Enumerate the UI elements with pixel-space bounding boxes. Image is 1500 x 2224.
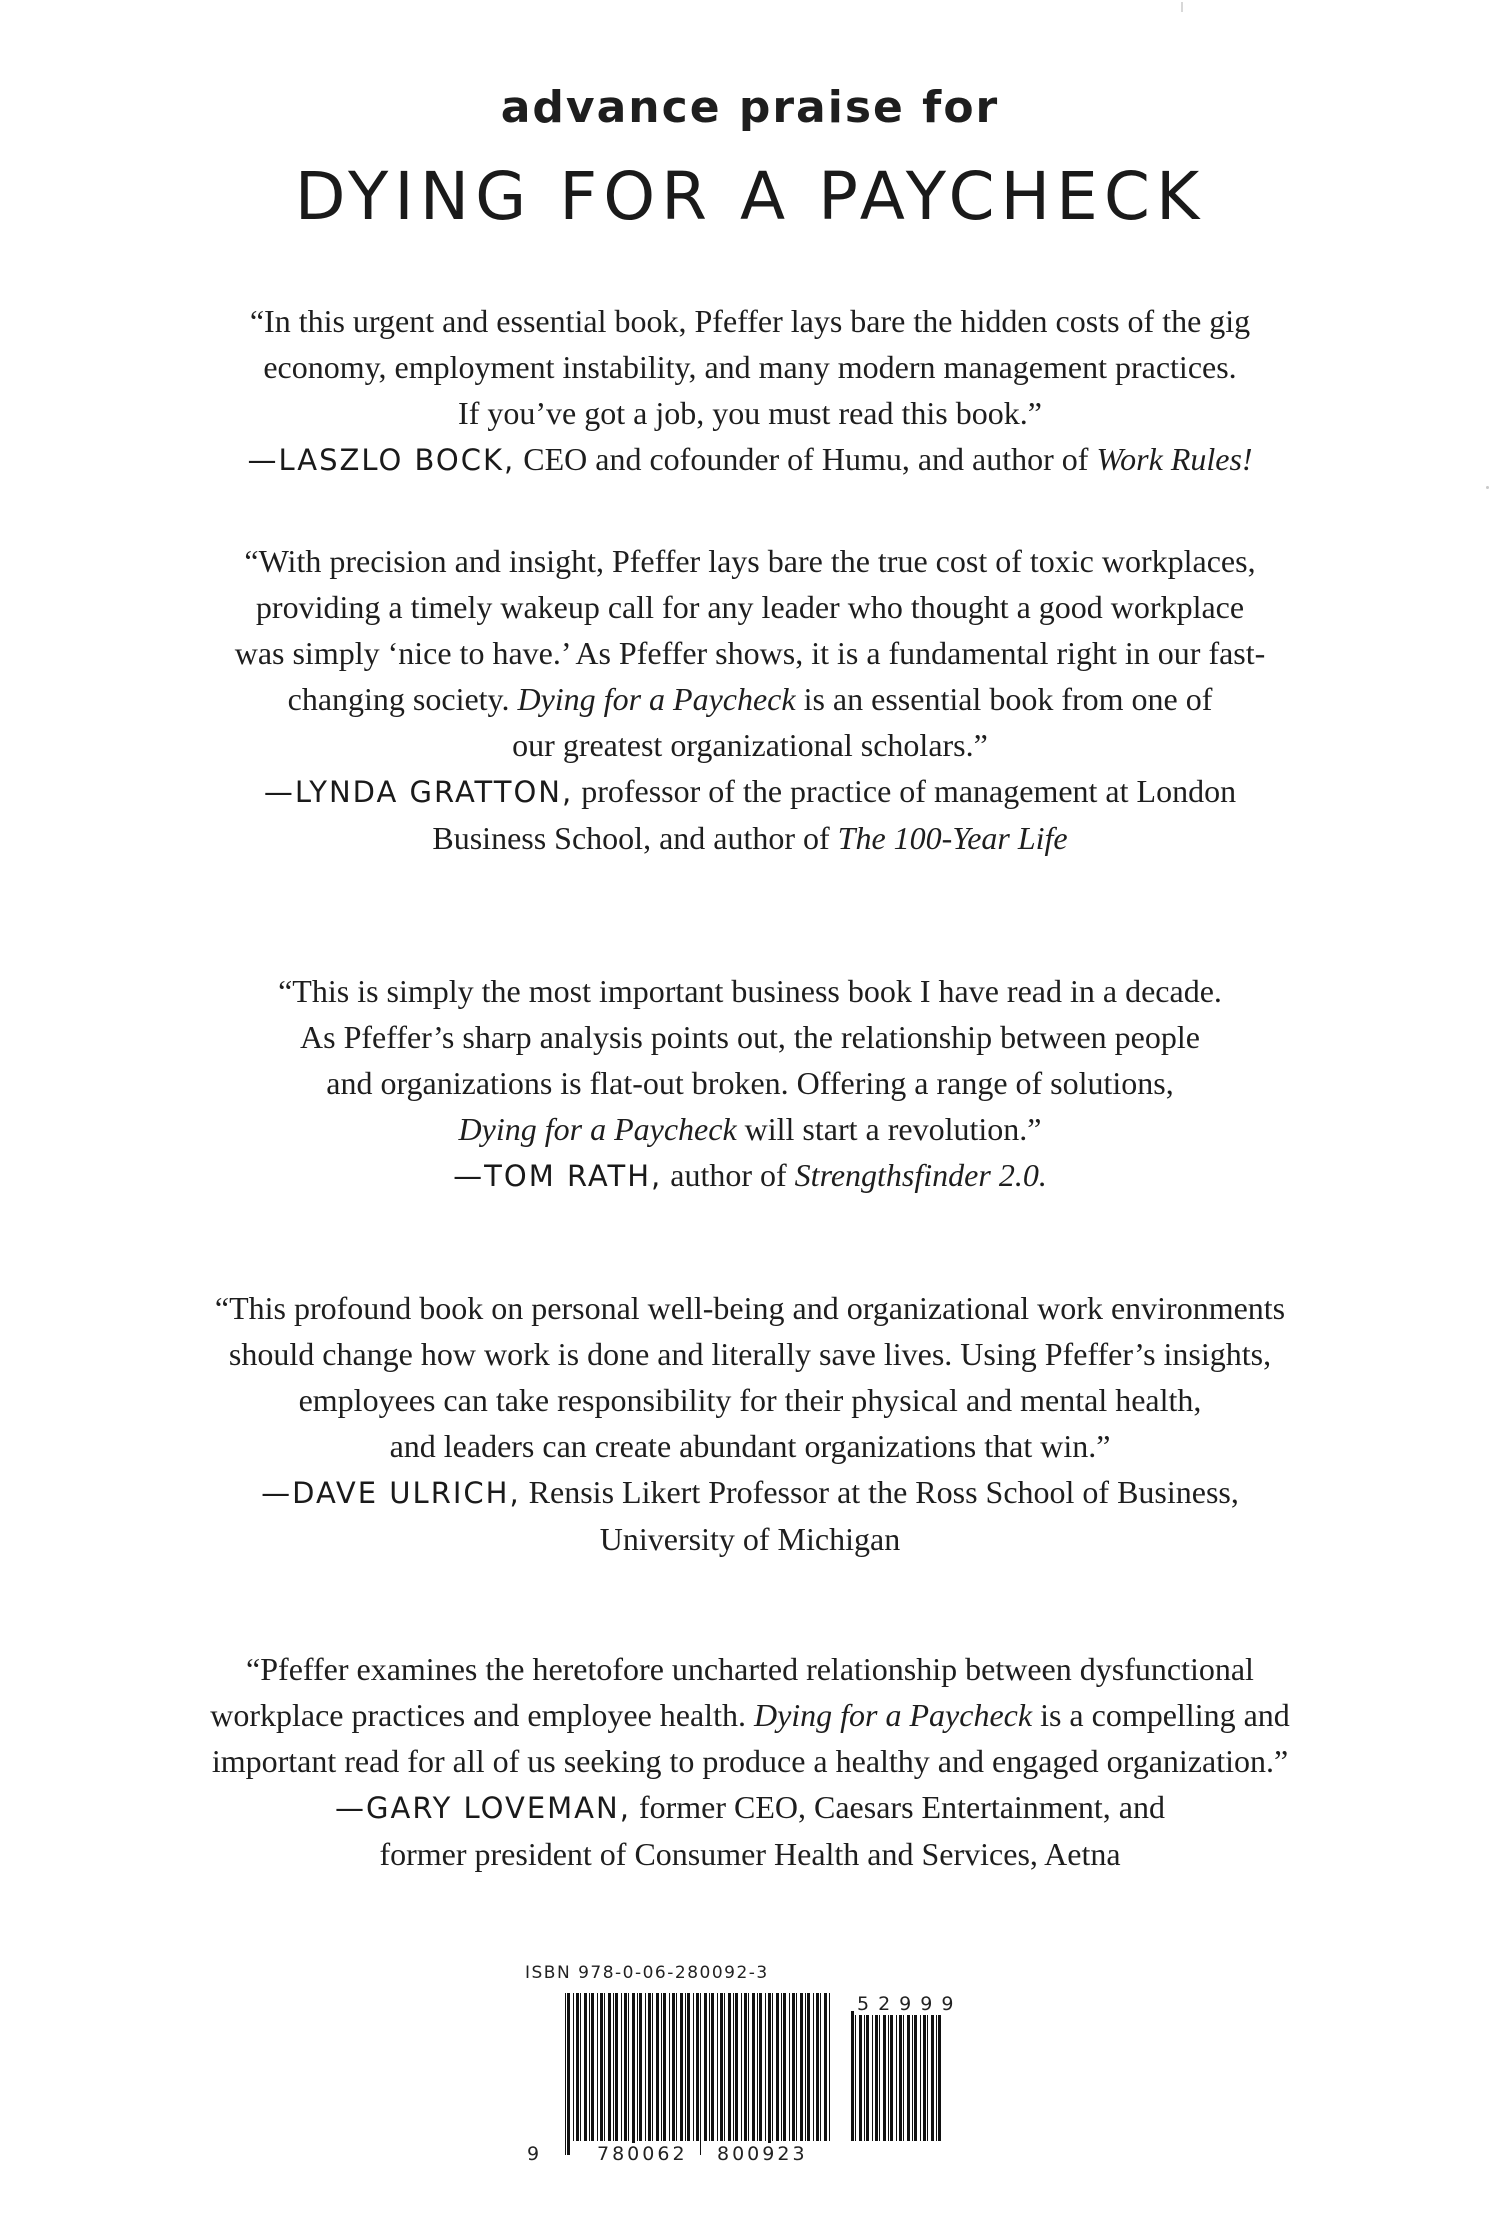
- book-title: DYING FOR A PAYCHECK: [294, 158, 1206, 235]
- barcode-bar: [628, 1993, 629, 2141]
- barcode-bar: [591, 1993, 594, 2141]
- book-title-ref: Dying for a Paycheck: [458, 1111, 737, 1147]
- barcode-bar: [800, 1993, 803, 2141]
- barcode-bar: [927, 2011, 928, 2141]
- barcode-bar: [645, 1993, 646, 2141]
- barcode-bar: [676, 1993, 677, 2141]
- quote-text: workplace practices and employee health.: [210, 1697, 754, 1733]
- attribution-line2: [100, 815, 1400, 861]
- book-title-ref: Dying for a Paycheck: [753, 1697, 1033, 1733]
- quote-line: important read for all of us seeking to produce a healthy and engaged organization.”: [211, 1743, 1289, 1779]
- barcode-bar: [652, 1993, 653, 2141]
- barcode-bar: [936, 2011, 937, 2141]
- author-role: Business School, and author of: [432, 820, 838, 856]
- barcode-bar: [855, 2011, 856, 2141]
- barcode-bar: [669, 1993, 670, 2141]
- ean13-bars: [563, 1993, 833, 2155]
- barcode-bar: [899, 2011, 902, 2141]
- blurb-gratton: [100, 538, 1400, 861]
- barcode-bar: [685, 1993, 686, 2141]
- barcode-bar: [875, 2011, 878, 2141]
- quote-text: is an essential book from one of: [795, 681, 1213, 717]
- barcode-bar: [748, 1993, 749, 2141]
- barcode-bar: [744, 1993, 747, 2141]
- barcode-bar: [632, 1993, 635, 2155]
- quote-line: As Pfeffer’s sharp analysis points out, the relationship between people: [300, 1019, 1200, 1055]
- quote-line: If you’ve got a job, you must read this book.”: [458, 395, 1042, 431]
- quote-text: will start a revolution.”: [736, 1111, 1042, 1147]
- quote-line: was simply ‘nice to have.’ As Pfeffer shows, it is a fundamental right in our fast-: [234, 635, 1266, 671]
- barcode-bar: [872, 2011, 873, 2141]
- barcode-bar: [896, 2011, 897, 2141]
- attribution: [100, 1784, 1400, 1831]
- barcode-bar: [584, 1993, 587, 2141]
- barcode-bar: [816, 1993, 819, 2141]
- barcode-bar: [859, 2011, 862, 2141]
- barcode-digits-right: 800923: [717, 2143, 808, 2165]
- barcode-bar: [696, 1993, 699, 2141]
- barcode-bar: [656, 1993, 659, 2141]
- quote-text: changing society.: [287, 681, 518, 717]
- quote-line: and organizations is flat-out broken. Offering a range of solutions,: [326, 1065, 1174, 1101]
- author-name: —GARY LOVEMAN,: [335, 1791, 631, 1825]
- praise-kicker: advance praise for: [500, 82, 1000, 133]
- barcode-bar: [890, 2011, 893, 2141]
- barcode-bar: [576, 1993, 579, 2141]
- barcode-bar: [573, 1993, 574, 2141]
- barcode-bar: [728, 1993, 731, 2141]
- barcode-bar: [580, 1993, 581, 2141]
- barcode-bar: [789, 1993, 790, 2141]
- barcode-bar: [851, 2011, 854, 2141]
- barcode-bar: [805, 1993, 806, 2141]
- author-name: —TOM RATH,: [453, 1159, 663, 1193]
- author-role: professor of the practice of management at London: [573, 773, 1237, 809]
- author-name: —LYNDA GRATTON,: [263, 775, 574, 809]
- quote-line: providing a timely wakeup call for any leader who thought a good workplace: [255, 589, 1245, 625]
- barcode-bar: [637, 1993, 638, 2141]
- barcode-bar: [604, 1993, 605, 2141]
- isbn-label: ISBN 978-0-06-280092-3: [525, 1963, 769, 1983]
- author-role: CEO and cofounder of Humu, and author of: [515, 441, 1097, 477]
- quote-line: “This is simply the most important business book I have read in a decade.: [278, 973, 1222, 1009]
- barcode-bar: [663, 1993, 666, 2141]
- quote-line: should change how work is done and literally save lives. Using Pfeffer’s insights,: [228, 1336, 1272, 1372]
- quote-line: “In this urgent and essential book, Pfeffer lays bare the hidden costs of the gig: [249, 303, 1251, 339]
- barcode-bar: [813, 1993, 814, 2141]
- barcode-bar: [724, 1993, 725, 2141]
- quote-line: “This profound book on personal well-being and organizational work environments: [214, 1290, 1286, 1326]
- barcode-bar: [879, 2011, 880, 2141]
- attribution-line2: former president of Consumer Health and Services, Aetna: [379, 1836, 1121, 1872]
- barcode-bar: [680, 1993, 683, 2141]
- barcode-bar: [709, 1993, 710, 2141]
- barcode-bar: [624, 1993, 627, 2141]
- barcode-bar: [648, 1993, 651, 2141]
- blurb-ulrich: [100, 1285, 1400, 1562]
- barcode-bar: [883, 2011, 886, 2141]
- barcode-bar: [807, 1993, 810, 2141]
- quote-line: and leaders can create abundant organizations that win.”: [389, 1428, 1111, 1464]
- barcode-bar: [907, 2011, 910, 2141]
- author-role: author of: [662, 1157, 795, 1193]
- barcode-bar: [866, 2011, 869, 2141]
- quote-line: our greatest organizational scholars.”: [512, 727, 988, 763]
- barcode-bar: [700, 1993, 701, 2155]
- quote-line: [100, 1106, 1400, 1152]
- barcode-bar: [759, 1993, 762, 2141]
- barcode-bar: [704, 1993, 707, 2141]
- barcode-bar: [608, 1993, 611, 2141]
- barcode-bar: [829, 1993, 830, 2141]
- barcode-bar: [792, 1993, 795, 2141]
- barcode-bar: [781, 1993, 782, 2141]
- barcode-addon-digits: 52999: [857, 1993, 963, 2015]
- scan-speck: [1486, 486, 1489, 489]
- quote-line: [100, 1692, 1400, 1738]
- addon-bars: [849, 2011, 945, 2155]
- barcode-bar: [613, 1993, 614, 2141]
- quote-line: employees can take responsibility for their physical and mental health,: [298, 1382, 1202, 1418]
- barcode-digits-left: 780062: [597, 2143, 688, 2165]
- barcode-bar: [735, 1993, 738, 2141]
- author-work: The 100-Year Life: [837, 820, 1068, 856]
- barcode-bar: [639, 1993, 642, 2141]
- barcode-bar: [661, 1993, 662, 2141]
- barcode-bar: [567, 1993, 570, 2155]
- attribution: [100, 1152, 1400, 1199]
- barcode-bar: [768, 1993, 771, 2155]
- barcode-bar: [720, 1993, 723, 2141]
- author-work: Work Rules!: [1096, 441, 1253, 477]
- blurb-rath: [100, 968, 1400, 1199]
- barcode-bar: [765, 1993, 766, 2141]
- author-name: —LASZLO BOCK,: [247, 443, 516, 477]
- author-work: Strengthsfinder 2.0.: [794, 1157, 1047, 1193]
- author-role: former CEO, Caesars Entertainment, and: [630, 1789, 1165, 1825]
- attribution-line2: University of Michigan: [599, 1521, 901, 1557]
- barcode-bar: [796, 1993, 797, 2141]
- barcode-bar: [597, 1993, 598, 2141]
- barcode-bar: [717, 1993, 718, 2141]
- barcode-bar: [864, 2011, 865, 2141]
- barcode-bar: [752, 1993, 755, 2141]
- attribution: [100, 768, 1400, 815]
- quote-text: is a compelling and: [1032, 1697, 1290, 1733]
- attribution: [100, 1469, 1400, 1516]
- barcode-bar: [920, 2011, 921, 2141]
- barcode-bar: [621, 1993, 622, 2141]
- barcode-bar: [772, 1993, 773, 2141]
- barcode-bar: [783, 1993, 786, 2141]
- barcode-bar: [589, 1993, 590, 2141]
- quote-line: “With precision and insight, Pfeffer lays bare the true cost of toxic workplaces,: [244, 543, 1256, 579]
- barcode-bar: [687, 1993, 690, 2141]
- attribution: [100, 436, 1400, 483]
- barcode-bar: [757, 1993, 758, 2141]
- barcode-bar: [931, 2011, 934, 2141]
- barcode-bar: [615, 1993, 618, 2141]
- barcode-bar: [711, 1993, 714, 2141]
- barcode-bar: [888, 2011, 889, 2141]
- barcode-bar: [776, 1993, 779, 2141]
- barcode-bar: [938, 2011, 941, 2141]
- barcode-digit-first: 9: [527, 2143, 543, 2165]
- blurb-bock: [100, 298, 1400, 483]
- barcode-bar: [741, 1993, 742, 2141]
- quote-line: “Pfeffer examines the heretofore uncharted relationship between dysfunctional: [246, 1651, 1254, 1687]
- barcode-bar: [600, 1993, 603, 2141]
- author-name: —DAVE ULRICH,: [261, 1476, 521, 1510]
- quote-line: economy, employment instability, and many modern management practices.: [263, 349, 1237, 385]
- barcode-bar: [672, 1993, 675, 2141]
- barcode-bar: [912, 2011, 913, 2141]
- barcode-bar: [903, 2011, 904, 2141]
- barcode-bar: [693, 1993, 694, 2141]
- author-role: Rensis Likert Professor at the Ross School of Business,: [520, 1474, 1239, 1510]
- barcode-bar: [824, 1993, 827, 2141]
- book-title-ref: Dying for a Paycheck: [517, 681, 796, 717]
- quote-line: [100, 676, 1400, 722]
- barcode-bar: [565, 1993, 566, 2155]
- barcode-bar: [733, 1993, 734, 2141]
- isbn-barcode: [525, 1963, 963, 2183]
- barcode-bar: [820, 1993, 821, 2141]
- barcode-bar: [923, 2011, 926, 2141]
- barcode-bar: [914, 2011, 917, 2141]
- scan-speck: [1181, 2, 1183, 12]
- blurb-loveman: [100, 1646, 1400, 1877]
